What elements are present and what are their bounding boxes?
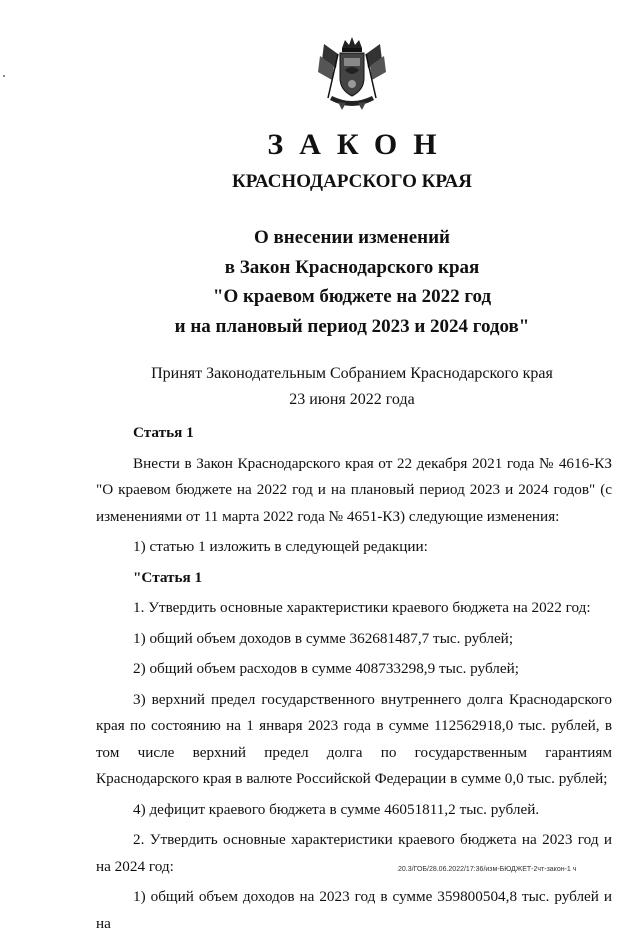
adoption-info <box>0 361 640 413</box>
region-title: КРАСНОДАРСКОГО КРАЯ <box>231 171 473 192</box>
document-stamp: 20.3/ГОБ/28.06.2022/17:36/изм-БЮДЖЕТ-2чт-закон-1 ч <box>398 866 577 873</box>
law-title: ЗАКОН <box>267 128 453 161</box>
paragraph: 1. Утвердить основные характеристики краевого бюджета на 2022 год: <box>133 599 591 616</box>
article-heading: Статья 1 <box>133 424 194 441</box>
subtitle-line-2: в Закон Краснодарского края <box>224 256 480 278</box>
law-subtitle <box>0 223 640 341</box>
paragraph: 2) общий объем расходов в сумме 408733298,9 тыс. рублей; <box>133 660 519 677</box>
paragraph: 2. Утвердить основные характеристики краевого бюджета на 2023 год и на 2024 год: <box>96 831 612 875</box>
adoption-date: 23 июня 2022 года <box>289 391 415 408</box>
subtitle-line-3: "О краевом бюджете на 2022 год <box>212 286 492 307</box>
paragraph: 4) дефицит краевого бюджета в сумме 46051811,2 тыс. рублей. <box>133 800 540 818</box>
paragraph: 1) статью 1 изложить в следующей редакции: <box>133 538 428 555</box>
subtitle-line-1: О внесении изменений <box>253 227 450 248</box>
paragraph: Внести в Закон Краснодарского края от 22 декабря 2021 года № 4616-КЗ "О краевом бюджете на 2022 год и на плановый период 2023 и 2024 годов" (с изменениями от 11 марта 2022 года № 4651-КЗ) следующие изменения: <box>96 454 612 525</box>
law-body <box>96 420 612 941</box>
quoted-article-heading: "Статья 1 <box>133 568 203 586</box>
paragraph: 3) верхний предел государственного внутреннего долга Краснодарского края по состоянию на 1 января 2023 года в сумме 112562918,0 тыс. рублей, в том числе верхний предел долга по государственным гарантиям Краснодарского края в валюте Российской Федерации в сумме 0,0 тыс. рублей; <box>96 690 612 787</box>
scan-speck <box>3 75 5 77</box>
adopted-by: Принят Законодательным Собранием Краснодарского края <box>151 365 553 382</box>
krasnodar-coat-of-arms-icon <box>318 34 386 112</box>
paragraph: 1) общий объем доходов в сумме 362681487,7 тыс. рублей; <box>133 629 514 647</box>
subtitle-line-4: и на плановый период 2023 и 2024 годов" <box>174 315 530 337</box>
paragraph: 1) общий объем доходов на 2023 год в сумме 359800504,8 тыс. рублей и на <box>96 888 612 932</box>
